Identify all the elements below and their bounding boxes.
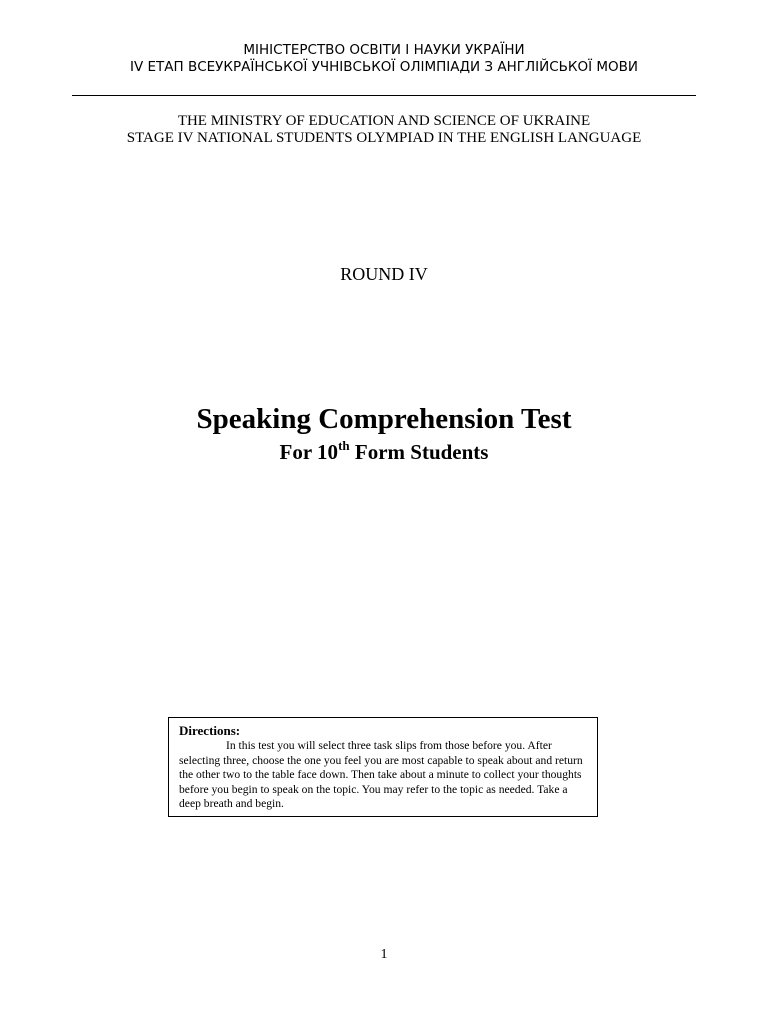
ukrainian-header-line-1: МІНІСТЕРСТВО ОСВІТИ І НАУКИ УКРАЇНИ xyxy=(243,42,525,58)
subtitle-prefix: For 10 xyxy=(279,440,339,464)
ukrainian-header-line-2: IV ЕТАП ВСЕУКРАЇНСЬКОЇ УЧНІВСЬКОЇ ОЛІМПІАДИ З АНГЛІЙСЬКОЇ МОВИ xyxy=(129,59,639,75)
english-header-line-2: STAGE IV NATIONAL STUDENTS OLYMPIAD IN THE ENGLISH LANGUAGE xyxy=(126,130,642,146)
english-header-line-1: THE MINISTRY OF EDUCATION AND SCIENCE OF UKRAINE xyxy=(177,113,591,129)
document-subtitle xyxy=(0,440,768,465)
document-title: Speaking Comprehension Test xyxy=(196,403,572,435)
subtitle-superscript: th xyxy=(338,438,350,453)
subtitle-suffix: Form Students xyxy=(349,440,489,464)
directions-box xyxy=(168,717,598,817)
ukrainian-header xyxy=(0,42,768,76)
directions-text: In this test you will select three task slips from those before you. After selecting three, choose the one you feel you are most capable to speak about and return the other two to the table face down. Then take about a minute to collect your thoughts before you begin to speak on the topic. You may refer to the topic as needed. Take a deep breath and begin. xyxy=(179,739,583,811)
english-header xyxy=(0,113,768,147)
round-label: ROUND IV xyxy=(340,264,428,284)
page-number: 1 xyxy=(380,947,388,962)
directions-label: Directions: xyxy=(179,723,241,738)
header-divider xyxy=(72,95,696,96)
